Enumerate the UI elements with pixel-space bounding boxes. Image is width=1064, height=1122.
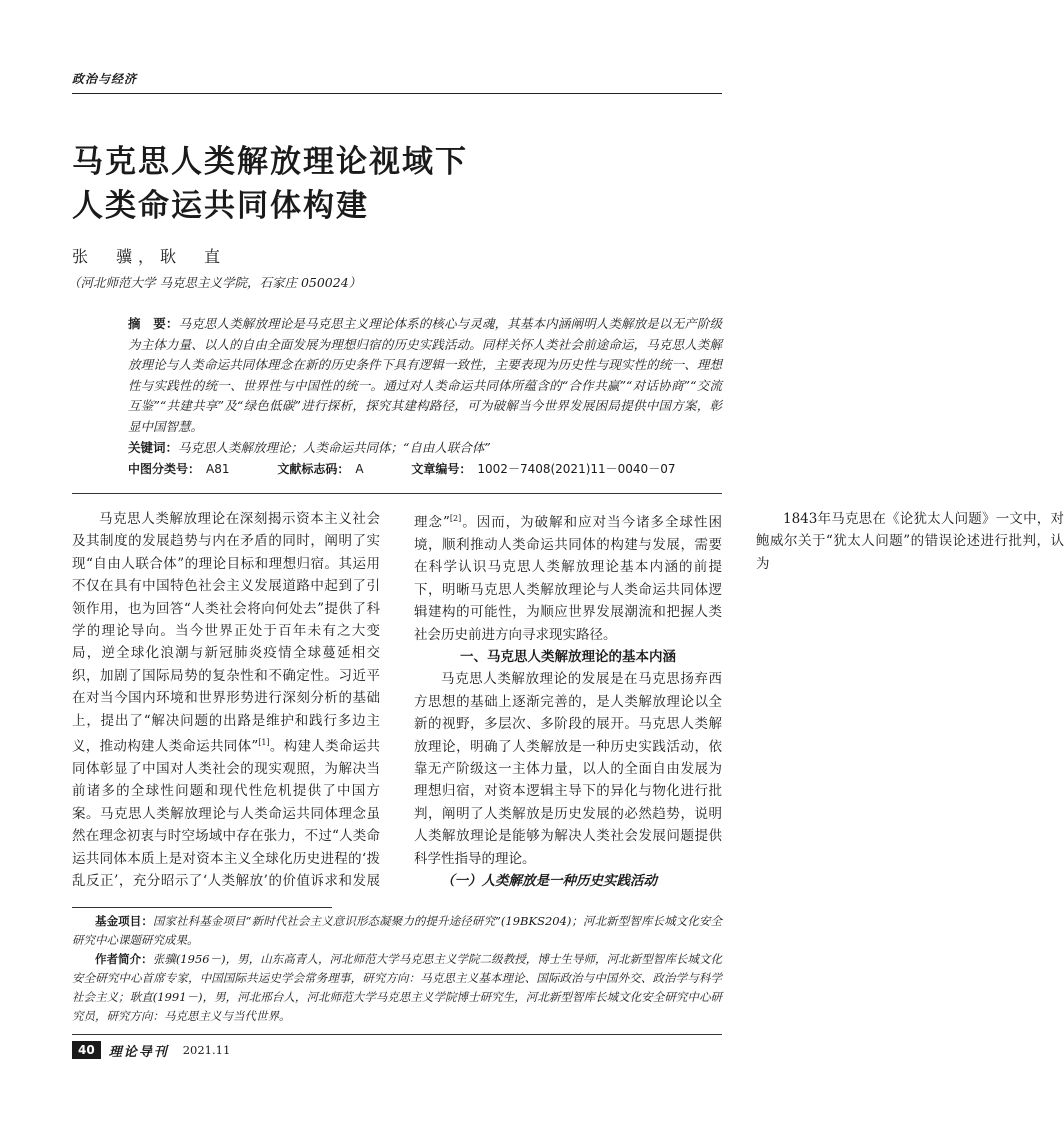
footnote-rule (72, 907, 332, 908)
journal-name: 理论导刊 (108, 1044, 169, 1060)
intro-text-c: 。因而，为破解和应对当今诸多全球性困境，顺利推动人类命运共同体的构建与发展，需要在科学认识马克思人类解放理论基本内涵的前提下，明晰马克思人类解放理论与人类命运共同体逻辑建构的可能性，为顺应世界发展潮流和把握人类社会历史前进方向寻求现实路径。 (414, 514, 723, 643)
authors: 张 骥，耿 直 (72, 247, 227, 266)
citation-1: [1] (258, 738, 270, 748)
body-text (72, 508, 1064, 898)
article-title (72, 140, 722, 228)
intro-text-b: 。构建人类命运共同体彰显了中国对人类社会的现实观照，为解决当前诸多的全球性问题和现代性危机提供了中国方案。马克思人类解放理论与人类命运共同体理念虽然在理念初衷与时空场域中存在张力，不过“人类命运共同体本质上是对资本主义全球化历史进程的‘拨乱反正’，充分昭示了‘人类解放’的价值诉求和发展理念” (72, 514, 450, 889)
section-heading-1: 一、马克思人类解放理论的基本内涵 (460, 648, 676, 665)
footnotes (72, 912, 722, 1026)
issue-number: 2021.11 (182, 1043, 231, 1057)
section1-paragraph: 马克思人类解放理论的发展是在马克思扬弃西方思想的基础上逐渐完善的，是人类解放理论以全新的视野，多层次、多阶段的展开。马克思人类解放理论，明确了人类解放是一种历史实践活动，依靠无产阶级这一主体力量，以人的全面自由发展为理想归宿，对资本逻辑主导下的异化与物化进行批判，阐明了人类解放是历史发展的必然趋势，说明人类解放理论是能够为解决人类社会发展问题提供科学性指导的理论。 (414, 671, 722, 867)
clc-label: 中图分类号： (128, 461, 201, 476)
section-tag: 政治与经济 (72, 72, 138, 86)
subsection-heading-1: （一）人类解放是一种历史实践活动 (441, 873, 657, 889)
keywords-text: 马克思人类解放理论；人类命运共同体；“自由人联合体” (178, 440, 491, 455)
title-line-2: 人类命运共同体构建 (72, 188, 369, 224)
header-rule (72, 93, 722, 94)
page-footer (72, 1040, 230, 1060)
clc-value: A81 (206, 461, 230, 476)
abstract-text: 马克思人类解放理论是马克思主义理论体系的核心与灵魂，其基本内涵阐明人类解放是以无产阶级为主体力量、以人的自由全面发展为理想归宿的历史实践活动。同样关怀人类社会前途命运，马克思人类解放理论与人类命运共同体理念在新的历史条件下具有逻辑一致性，主要表现为历史性与现实性的统一、理想性与实践性的统一、世界性与中国性的统一。通过对人类命运共同体所蕴含的“合作共赢”“对话协商”“交流互鉴”“共建共享”及“绿色低碳”进行探析，探究其建构路径，可为破解当今世界发展困局提供中国方案，彰显中国智慧。 (128, 316, 722, 434)
abstract-block (128, 314, 722, 479)
page-number: 40 (72, 1041, 101, 1059)
article-number-label: 文章编号： (411, 461, 472, 476)
author-note-text: 张骥(1956－)，男，山东高青人，河北师范大学马克思主义学院二级教授，博士生导师，河北新型智库长城文化安全研究中心首席专家，中国国际共运史学会常务理事，研究方向：马克思主义基本理论、国际政治与中国外交、政治学与科学社会主义；耿直(1991－)，男，河北邢台人，河北师范大学马克思主义学院博士研究生，河北新型智库长城文化安全研究中心研究员，研究方向：马克思主义与当代世界。 (72, 952, 723, 1023)
citation-2: [2] (449, 514, 462, 523)
doc-code-label: 文献标志码： (277, 461, 350, 476)
abstract (128, 314, 722, 437)
keywords-label: 关键词： (128, 440, 179, 455)
fund-text: 国家社科基金项目“新时代社会主义意识形态凝聚力的提升途径研究”(19BKS204)；河北新型智库长城文化安全研究中心课题研究成果。 (72, 914, 722, 947)
keywords (128, 438, 722, 459)
subsection1-paragraph: 1843年马克思在《论犹太人问题》一文中，对鲍威尔关于“犹太人问题”的错误论述进行批判，认为 (756, 511, 1064, 572)
affiliation: （河北师范大学 马克思主义学院，石家庄 050024） (68, 275, 362, 290)
title-line-1: 马克思人类解放理论视域下 (72, 144, 468, 180)
fund-note (72, 912, 722, 950)
article-number-value: 1002－7408(2021)11－0040－07 (477, 461, 676, 476)
intro-text-a: 马克思人类解放理论在深刻揭示资本主义社会及其制度的发展趋势与内在矛盾的同时，阐明了实现“自由人联合体”的理论目标和理想归宿。其运用不仅在具有中国特色社会主义发展道路中起到了引领作用，也为回答“人类社会将向何处去”提供了科学的理论导向。当今世界正处于百年未有之大变局，逆全球化浪潮与新冠肺炎疫情全球蔓延相交织，加剧了国际局势的复杂性和不确定性。习近平在对当今国内环境和世界形势进行深刻分析的基础上，提出了“解决问题的出路是维护和践行多边主义，推动构建人类命运共同体” (72, 511, 380, 755)
footer-rule (72, 1034, 722, 1035)
abstract-label: 摘 要： (128, 316, 179, 331)
abstract-rule (72, 493, 722, 494)
classification-line (128, 459, 722, 480)
fund-label: 基金项目： (95, 914, 153, 928)
author-note-label: 作者简介： (95, 952, 153, 966)
doc-code-value: A (355, 461, 364, 476)
author-note (72, 950, 722, 1026)
